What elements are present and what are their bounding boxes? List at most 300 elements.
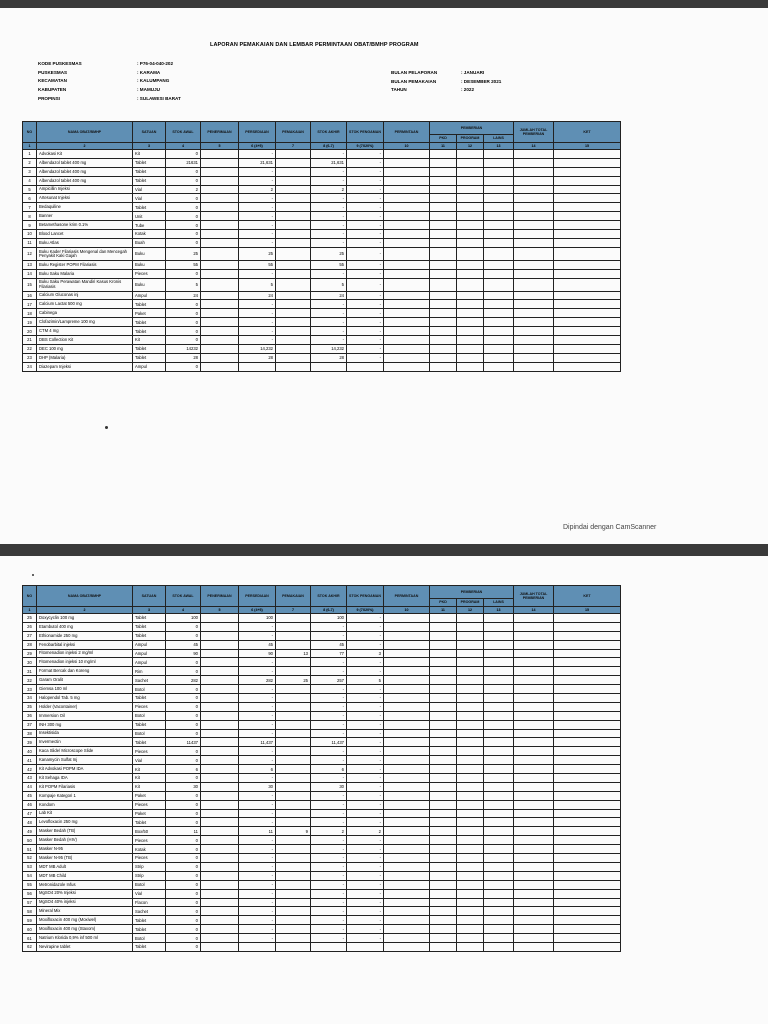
- stok-pengaman-cell: -: [347, 791, 384, 800]
- unit-cell: Pieces: [133, 702, 166, 711]
- stok-awal-cell: 0: [166, 854, 201, 863]
- penerimaan-cell: [201, 336, 239, 345]
- stok-akhir-cell: 11,437: [311, 738, 347, 747]
- empty-cell: [484, 800, 514, 809]
- persediaan-cell: -: [239, 871, 276, 880]
- table-row: [23, 212, 621, 221]
- empty-cell: [484, 685, 514, 694]
- stok-pengaman-cell: -: [347, 854, 384, 863]
- empty-cell: [484, 158, 514, 167]
- col-persediaan: PERSEDIAAN: [239, 586, 276, 607]
- empty-cell: [430, 880, 457, 889]
- empty-cell: [457, 791, 484, 800]
- empty-cell: [457, 622, 484, 631]
- empty-cell: [384, 622, 430, 631]
- stok-pengaman-cell: -: [347, 898, 384, 907]
- persediaan-cell: -: [239, 702, 276, 711]
- empty-cell: [514, 862, 554, 871]
- stok-pengaman-cell: -: [347, 818, 384, 827]
- empty-cell: [430, 185, 457, 194]
- stok-awal-cell: 14232: [166, 344, 201, 353]
- col-no: NO: [23, 586, 37, 607]
- empty-cell: [430, 353, 457, 362]
- row-no-cell: 27: [23, 631, 37, 640]
- empty-cell: [430, 747, 457, 756]
- empty-cell: [514, 702, 554, 711]
- empty-cell: [457, 212, 484, 221]
- empty-cell: [514, 694, 554, 703]
- stok-pengaman-cell: -: [347, 925, 384, 934]
- empty-cell: [554, 158, 621, 167]
- stok-akhir-cell: 257: [311, 676, 347, 685]
- stok-awal-cell: 0: [166, 702, 201, 711]
- empty-cell: [484, 694, 514, 703]
- empty-cell: [430, 167, 457, 176]
- empty-cell: [514, 818, 554, 827]
- row-no-cell: 36: [23, 711, 37, 720]
- stok-akhir-cell: -: [311, 203, 347, 212]
- empty-cell: [457, 871, 484, 880]
- pemakaian-cell: [276, 278, 311, 291]
- pemakaian-cell: [276, 747, 311, 756]
- empty-cell: [430, 765, 457, 774]
- stok-pengaman-cell: -: [347, 667, 384, 676]
- row-no-cell: 14: [23, 269, 37, 278]
- column-number-cell: 9 (7X20%): [347, 143, 384, 150]
- row-no-cell: 21: [23, 336, 37, 345]
- empty-cell: [484, 827, 514, 836]
- empty-cell: [457, 336, 484, 345]
- empty-cell: [430, 212, 457, 221]
- stok-awal-cell: 0: [166, 756, 201, 765]
- penerimaan-cell: [201, 194, 239, 203]
- stok-akhir-cell: 45: [311, 640, 347, 649]
- penerimaan-cell: [201, 640, 239, 649]
- unit-cell: Tablet: [133, 158, 166, 167]
- empty-cell: [384, 327, 430, 336]
- stok-akhir-cell: 25: [311, 247, 347, 260]
- empty-cell: [430, 649, 457, 658]
- unit-cell: Tablet: [133, 327, 166, 336]
- pemakaian-cell: [276, 318, 311, 327]
- stok-pengaman-cell: -: [347, 230, 384, 239]
- pemakaian-cell: [276, 729, 311, 738]
- stok-pengaman-cell: -: [347, 176, 384, 185]
- persediaan-cell: 100: [239, 614, 276, 623]
- stok-awal-cell: 0: [166, 631, 201, 640]
- empty-cell: [430, 916, 457, 925]
- empty-cell: [384, 942, 430, 951]
- unit-cell: Vial: [133, 889, 166, 898]
- table-row: [23, 800, 621, 809]
- unit-cell: Pieces: [133, 836, 166, 845]
- empty-cell: [514, 845, 554, 854]
- empty-cell: [484, 782, 514, 791]
- meta-value: : JANUARI: [461, 70, 485, 75]
- penerimaan-cell: [201, 327, 239, 336]
- table-row: [23, 747, 621, 756]
- row-no-cell: 51: [23, 845, 37, 854]
- persediaan-cell: -: [239, 925, 276, 934]
- empty-cell: [384, 791, 430, 800]
- empty-cell: [484, 212, 514, 221]
- unit-cell: Ampul: [133, 658, 166, 667]
- empty-cell: [484, 907, 514, 916]
- meta-right-values: [461, 69, 501, 95]
- unit-cell: Paket: [133, 791, 166, 800]
- empty-cell: [514, 871, 554, 880]
- stok-pengaman-cell: -: [347, 185, 384, 194]
- stok-akhir-cell: -: [311, 916, 347, 925]
- unit-cell: Kotak: [133, 230, 166, 239]
- empty-cell: [384, 916, 430, 925]
- empty-cell: [484, 934, 514, 943]
- item-name-cell: Kaca Slide/ Microscope Slide: [37, 747, 133, 756]
- persediaan-cell: -: [239, 212, 276, 221]
- stok-pengaman-cell: -: [347, 907, 384, 916]
- empty-cell: [484, 845, 514, 854]
- row-no-cell: 4: [23, 176, 37, 185]
- empty-cell: [554, 774, 621, 783]
- empty-cell: [430, 269, 457, 278]
- stok-akhir-cell: 55: [311, 260, 347, 269]
- persediaan-cell: -: [239, 845, 276, 854]
- persediaan-cell: 24: [239, 291, 276, 300]
- persediaan-cell: -: [239, 269, 276, 278]
- stok-awal-cell: 0: [166, 238, 201, 247]
- stok-awal-cell: 0: [166, 720, 201, 729]
- empty-cell: [484, 756, 514, 765]
- stok-pengaman-cell: -: [347, 167, 384, 176]
- penerimaan-cell: [201, 269, 239, 278]
- empty-cell: [384, 194, 430, 203]
- empty-cell: [484, 631, 514, 640]
- row-no-cell: 48: [23, 818, 37, 827]
- table-row: [23, 756, 621, 765]
- column-number-cell: 14: [514, 143, 554, 150]
- empty-cell: [554, 176, 621, 185]
- unit-cell: Ampul: [133, 362, 166, 371]
- empty-cell: [554, 782, 621, 791]
- stok-pengaman-cell: -: [347, 916, 384, 925]
- empty-cell: [457, 327, 484, 336]
- meta-label: PROPINSI: [38, 95, 60, 101]
- persediaan-cell: -: [239, 150, 276, 159]
- empty-cell: [430, 667, 457, 676]
- row-no-cell: 13: [23, 260, 37, 269]
- unit-cell: Tablet: [133, 631, 166, 640]
- persediaan-cell: 45: [239, 640, 276, 649]
- stok-pengaman-cell: -: [347, 353, 384, 362]
- persediaan-cell: -: [239, 862, 276, 871]
- stok-awal-cell: 0: [166, 194, 201, 203]
- unit-cell: Tube: [133, 221, 166, 230]
- empty-cell: [430, 658, 457, 667]
- stok-awal-cell: 0: [166, 176, 201, 185]
- unit-cell: Pieces: [133, 854, 166, 863]
- persediaan-cell: -: [239, 916, 276, 925]
- pemakaian-cell: [276, 327, 311, 336]
- pemakaian-cell: [276, 667, 311, 676]
- item-name-cell: Artesunat Injeksi: [37, 194, 133, 203]
- empty-cell: [457, 907, 484, 916]
- pemakaian-cell: [276, 247, 311, 260]
- empty-cell: [484, 649, 514, 658]
- empty-cell: [457, 309, 484, 318]
- table-row: [23, 291, 621, 300]
- empty-cell: [514, 765, 554, 774]
- empty-cell: [457, 765, 484, 774]
- empty-cell: [554, 658, 621, 667]
- stok-akhir-cell: -: [311, 889, 347, 898]
- stok-akhir-cell: -: [311, 167, 347, 176]
- meta-value: : DESEMBER 2021: [461, 78, 502, 84]
- penerimaan-cell: [201, 212, 239, 221]
- stok-awal-cell: 0: [166, 203, 201, 212]
- col-permintaan: PERMINTAAN: [384, 586, 430, 607]
- persediaan-cell: -: [239, 176, 276, 185]
- stok-awal-cell: 24: [166, 291, 201, 300]
- empty-cell: [484, 362, 514, 371]
- stok-awal-cell: 0: [166, 747, 201, 756]
- stok-awal-cell: 0: [166, 880, 201, 889]
- empty-cell: [430, 791, 457, 800]
- empty-cell: [554, 247, 621, 260]
- scanned-page-1: [0, 8, 768, 544]
- empty-cell: [457, 676, 484, 685]
- stok-awal-cell: 0: [166, 336, 201, 345]
- penerimaan-cell: [201, 880, 239, 889]
- empty-cell: [384, 925, 430, 934]
- stok-akhir-cell: -: [311, 729, 347, 738]
- row-no-cell: 6: [23, 194, 37, 203]
- table-row: [23, 916, 621, 925]
- table-row: [23, 720, 621, 729]
- penerimaan-cell: [201, 291, 239, 300]
- stok-akhir-cell: 21,631: [311, 158, 347, 167]
- stok-akhir-cell: -: [311, 720, 347, 729]
- penerimaan-cell: [201, 720, 239, 729]
- persediaan-cell: -: [239, 300, 276, 309]
- empty-cell: [514, 827, 554, 836]
- row-no-cell: 50: [23, 836, 37, 845]
- stok-awal-cell: 0: [166, 362, 201, 371]
- empty-cell: [514, 260, 554, 269]
- item-name-cell: Buku Kader Filariasis Mengenal dan Mencegah Penyakit Kaki Gajah: [37, 247, 133, 260]
- penerimaan-cell: [201, 711, 239, 720]
- empty-cell: [457, 942, 484, 951]
- empty-cell: [457, 269, 484, 278]
- pemakaian-cell: [276, 765, 311, 774]
- table-row: [23, 782, 621, 791]
- stok-pengaman-cell: -: [347, 765, 384, 774]
- empty-cell: [384, 260, 430, 269]
- stok-akhir-cell: -: [311, 934, 347, 943]
- unit-cell: Vial: [133, 756, 166, 765]
- stok-akhir-cell: -: [311, 318, 347, 327]
- meta-value: : KALUMPANG: [137, 78, 170, 84]
- empty-cell: [430, 836, 457, 845]
- stok-akhir-cell: -: [311, 836, 347, 845]
- item-name-cell: Levofloxacin 250 mg: [37, 818, 133, 827]
- persediaan-cell: -: [239, 327, 276, 336]
- empty-cell: [457, 278, 484, 291]
- col-no: NO: [23, 122, 37, 143]
- row-no-cell: 58: [23, 907, 37, 916]
- persediaan-cell: [239, 362, 276, 371]
- empty-cell: [514, 809, 554, 818]
- stok-pengaman-cell: -: [347, 194, 384, 203]
- stok-pengaman-cell: -: [347, 260, 384, 269]
- stok-pengaman-cell: -: [347, 862, 384, 871]
- penerimaan-cell: [201, 300, 239, 309]
- empty-cell: [384, 658, 430, 667]
- column-number-cell: 14: [514, 607, 554, 614]
- penerimaan-cell: [201, 353, 239, 362]
- unit-cell: Pieces: [133, 747, 166, 756]
- stok-awal-cell: 0: [166, 836, 201, 845]
- item-name-cell: DEC 100 mg: [37, 344, 133, 353]
- stok-awal-cell: 0: [166, 167, 201, 176]
- scan-speck: [105, 426, 108, 429]
- item-name-cell: Albendazol tablet 400 mg: [37, 158, 133, 167]
- penerimaan-cell: [201, 942, 239, 951]
- penerimaan-cell: [201, 774, 239, 783]
- penerimaan-cell: [201, 344, 239, 353]
- pemakaian-cell: [276, 738, 311, 747]
- table-row: [23, 765, 621, 774]
- stok-akhir-cell: -: [311, 176, 347, 185]
- persediaan-cell: 21,631: [239, 158, 276, 167]
- stok-pengaman-cell: -: [347, 622, 384, 631]
- empty-cell: [514, 889, 554, 898]
- stok-awal-cell: 0: [166, 212, 201, 221]
- unit-cell: Tablet: [133, 614, 166, 623]
- unit-cell: Tablet: [133, 925, 166, 934]
- unit-cell: Tablet: [133, 738, 166, 747]
- stok-pengaman-cell: [347, 362, 384, 371]
- stok-awal-cell: 21631: [166, 158, 201, 167]
- empty-cell: [384, 898, 430, 907]
- empty-cell: [514, 327, 554, 336]
- persediaan-cell: -: [239, 622, 276, 631]
- item-name-cell: Kanamycin Sulfat Inj: [37, 756, 133, 765]
- empty-cell: [554, 809, 621, 818]
- empty-cell: [457, 800, 484, 809]
- empty-cell: [430, 291, 457, 300]
- stok-awal-cell: 0: [166, 809, 201, 818]
- row-no-cell: 45: [23, 791, 37, 800]
- empty-cell: [384, 221, 430, 230]
- empty-cell: [484, 818, 514, 827]
- scan-speck: [32, 574, 34, 576]
- stok-awal-cell: 25: [166, 247, 201, 260]
- empty-cell: [457, 649, 484, 658]
- column-number-cell: 15: [554, 607, 621, 614]
- row-no-cell: 8: [23, 212, 37, 221]
- stok-pengaman-cell: -: [347, 278, 384, 291]
- empty-cell: [384, 150, 430, 159]
- empty-cell: [484, 889, 514, 898]
- empty-cell: [514, 934, 554, 943]
- empty-cell: [430, 854, 457, 863]
- col-nama: NAMA OBAT/BMHP: [37, 122, 133, 143]
- item-name-cell: Betamethasone krim 0.1%: [37, 221, 133, 230]
- empty-cell: [514, 711, 554, 720]
- unit-cell: Tablet: [133, 720, 166, 729]
- stok-akhir-cell: -: [311, 194, 347, 203]
- empty-cell: [384, 309, 430, 318]
- col-pemakaian: PEMAKAIAN: [276, 122, 311, 143]
- table-body-page-1: [23, 143, 621, 372]
- col-ket: KET: [554, 122, 621, 143]
- meta-label: KECAMATAN: [38, 78, 67, 84]
- item-name-cell: Invermectin: [37, 738, 133, 747]
- empty-cell: [484, 880, 514, 889]
- persediaan-cell: -: [239, 898, 276, 907]
- empty-cell: [457, 300, 484, 309]
- empty-cell: [554, 729, 621, 738]
- empty-cell: [484, 809, 514, 818]
- penerimaan-cell: [201, 738, 239, 747]
- persediaan-cell: -: [239, 880, 276, 889]
- column-number-cell: 2: [37, 607, 133, 614]
- unit-cell: Botol: [133, 729, 166, 738]
- empty-cell: [457, 862, 484, 871]
- empty-cell: [457, 756, 484, 765]
- empty-cell: [430, 336, 457, 345]
- table-row: [23, 791, 621, 800]
- persediaan-cell: -: [239, 230, 276, 239]
- stok-pengaman-cell: -: [347, 836, 384, 845]
- row-no-cell: 15: [23, 278, 37, 291]
- penerimaan-cell: [201, 747, 239, 756]
- item-name-cell: Moxifloxacin 400 mg (Staxom): [37, 925, 133, 934]
- stok-pengaman-cell: -: [347, 318, 384, 327]
- empty-cell: [514, 836, 554, 845]
- empty-cell: [514, 221, 554, 230]
- unit-cell: Vial: [133, 185, 166, 194]
- row-no-cell: 29: [23, 649, 37, 658]
- meta-value: : KARAMA: [137, 69, 161, 75]
- pemakaian-cell: [276, 702, 311, 711]
- stok-pengaman-cell: -: [347, 800, 384, 809]
- empty-cell: [514, 774, 554, 783]
- stok-awal-cell: 0: [166, 898, 201, 907]
- item-name-cell: Kit POPM Filariasis: [37, 782, 133, 791]
- empty-cell: [384, 871, 430, 880]
- persediaan-cell: -: [239, 194, 276, 203]
- pemakaian-cell: [276, 934, 311, 943]
- table-row: [23, 694, 621, 703]
- empty-cell: [554, 854, 621, 863]
- table-row: [23, 827, 621, 836]
- empty-cell: [457, 362, 484, 371]
- empty-cell: [554, 631, 621, 640]
- stok-pengaman-cell: -: [347, 729, 384, 738]
- meta-left-values: [137, 60, 181, 104]
- empty-cell: [457, 934, 484, 943]
- empty-cell: [554, 916, 621, 925]
- empty-cell: [457, 854, 484, 863]
- row-no-cell: 42: [23, 765, 37, 774]
- table-row: [23, 269, 621, 278]
- stok-awal-cell: 0: [166, 916, 201, 925]
- pemakaian-cell: [276, 898, 311, 907]
- empty-cell: [430, 738, 457, 747]
- unit-cell: Ampul: [133, 640, 166, 649]
- persediaan-cell: -: [239, 203, 276, 212]
